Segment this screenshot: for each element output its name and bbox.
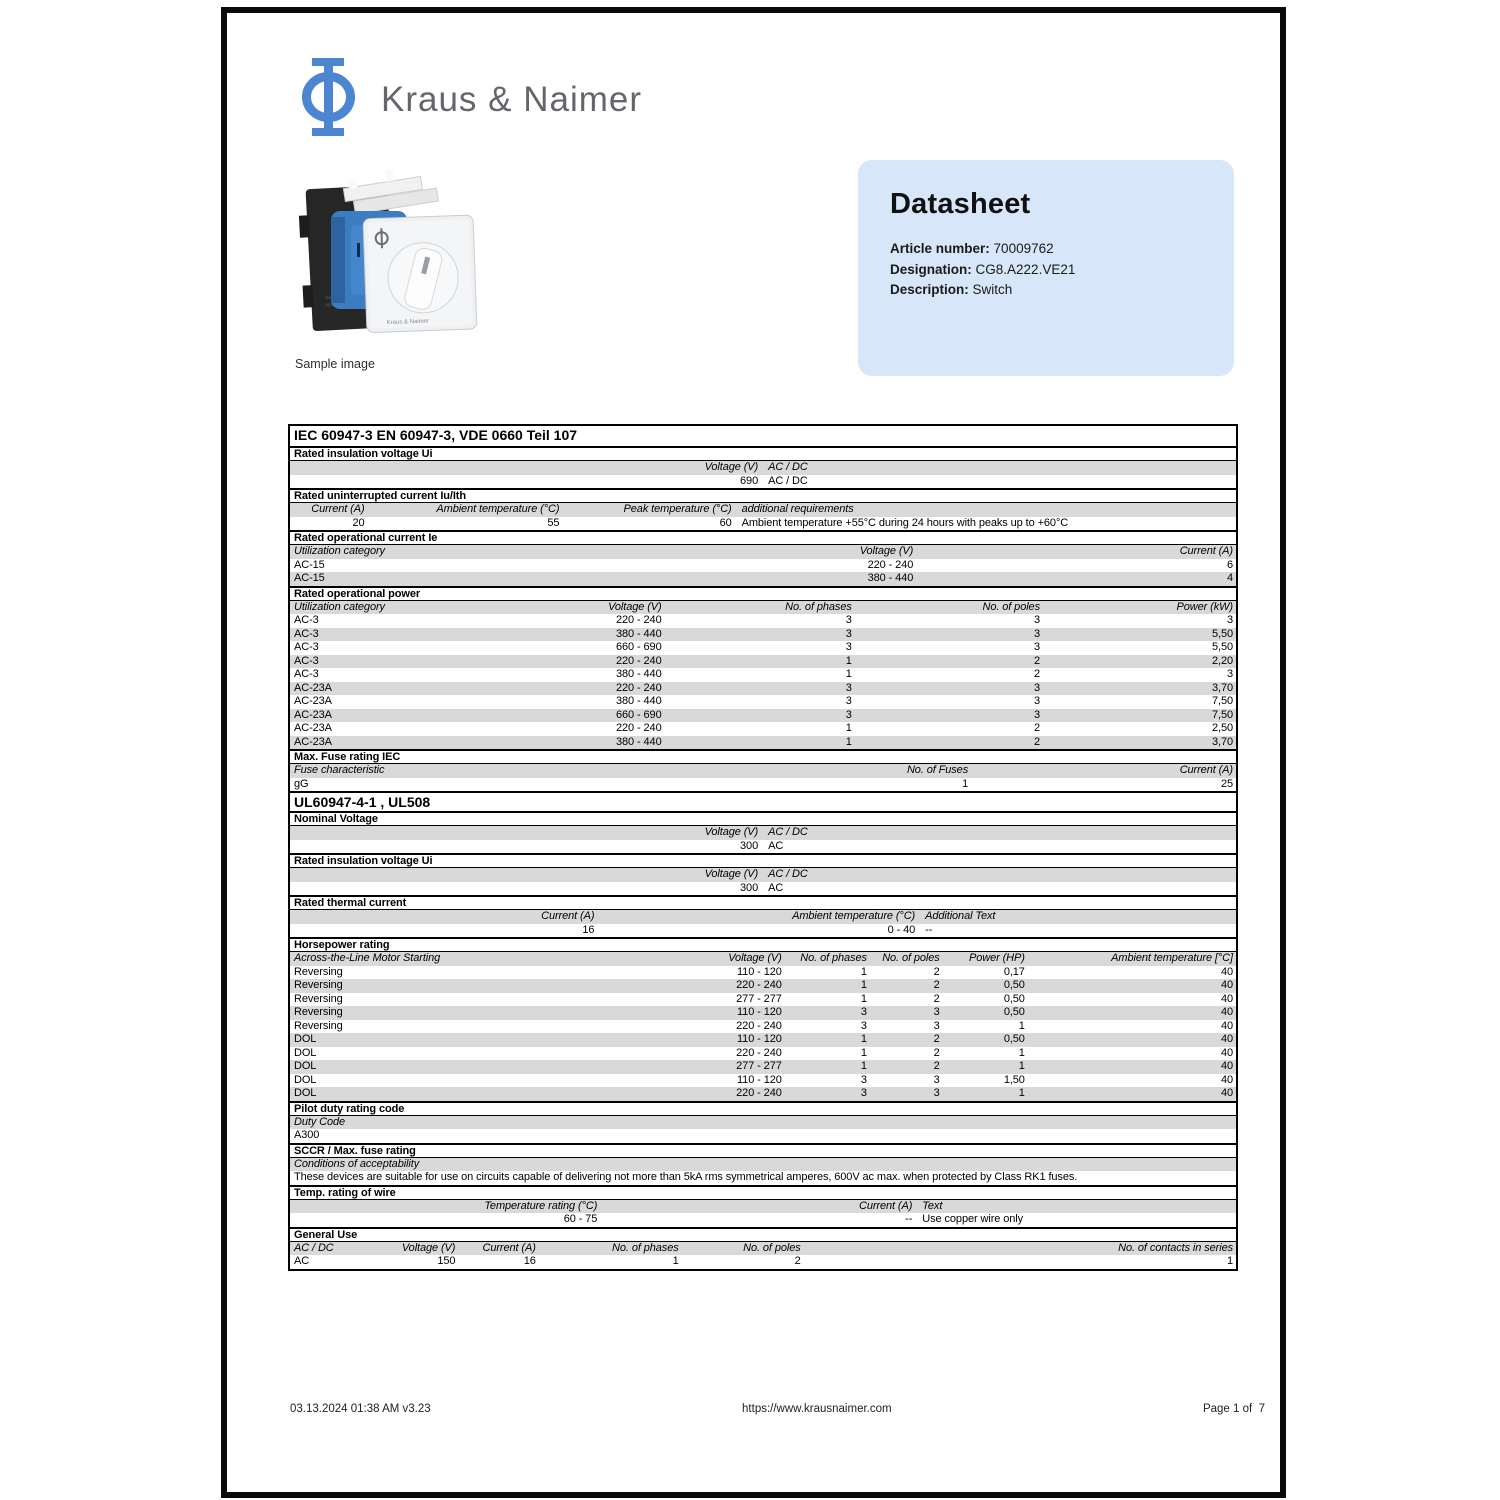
cell: No. of Fuses (906, 764, 969, 776)
cell: AC / DC (768, 461, 808, 473)
column-header-row (290, 461, 1236, 475)
cell: 220 - 240 (616, 681, 662, 694)
cell: 380 - 440 (616, 627, 662, 640)
cell: 3 (860, 1019, 867, 1032)
cell: 3 (1033, 708, 1040, 721)
cell: 2 (933, 979, 940, 991)
cell: 220 - 240 (616, 722, 662, 734)
cell: 4 (1226, 572, 1233, 584)
brand-header (297, 58, 642, 141)
table-row (290, 1047, 1236, 1061)
cell: 3 (845, 708, 852, 721)
document-page (221, 7, 1286, 1498)
cell: 5,50 (1211, 627, 1233, 640)
table-row (290, 628, 1236, 642)
cell: 0,50 (1003, 992, 1025, 1005)
cell: AC (768, 839, 784, 852)
cell: 3 (1033, 614, 1040, 626)
cell: 1 (860, 1033, 867, 1045)
designation-label: Designation: (890, 261, 972, 277)
cell: 0,50 (1003, 979, 1025, 991)
table-row (290, 682, 1236, 696)
cell: These devices are suitable for use on circuits capable of delivering not more than 5kA rms symmetrical amperes, 600V ac max. when protected by Class RK1 fuses. (294, 1171, 1078, 1183)
cell: A300 (294, 1129, 320, 1141)
cell: 2 (1033, 735, 1040, 748)
cell: No. of phases (785, 600, 852, 613)
cell: -- (925, 923, 933, 936)
cell: AC-23A (294, 708, 332, 721)
cell: Use copper wire only (922, 1213, 1024, 1225)
cell: Conditions of acceptability (294, 1157, 420, 1170)
cell: 2 (933, 965, 940, 978)
cell: 40 (1220, 1006, 1233, 1018)
cell: 1 (1018, 1019, 1025, 1032)
cell: 1 (845, 654, 852, 667)
table-row (290, 1033, 1236, 1047)
cell: Text (922, 1199, 943, 1212)
table-row (290, 882, 1236, 896)
cell: Across-the-Line Motor Starting (294, 952, 441, 964)
table-row (290, 1087, 1236, 1101)
cell: Voltage (V) (704, 868, 759, 880)
kraus-naimer-phi-logo-icon (297, 58, 359, 141)
cell: 3 (845, 641, 852, 653)
table-row (290, 1171, 1236, 1185)
article-number-label: Article number: (890, 241, 990, 256)
cell: 40 (1220, 979, 1233, 991)
table-row (290, 1074, 1236, 1088)
cell: Peak temperature (°C) (623, 503, 732, 515)
cell: 1 (1226, 1255, 1233, 1267)
cell: No. of poles (882, 952, 940, 964)
article-number-value: 70009762 (993, 241, 1054, 256)
description-field (890, 280, 1202, 301)
cell: Voltage (V) (608, 600, 662, 613)
table-row (290, 993, 1236, 1007)
cell: 3,70 (1211, 681, 1233, 694)
cell: 3 (860, 1006, 867, 1018)
cell: 220 - 240 (736, 979, 782, 991)
cell: 3,70 (1211, 735, 1233, 748)
cell: Ambient temperature +55°C during 24 hours with peaks up to +60°C (741, 516, 1069, 529)
article-number-field (890, 239, 1202, 260)
cell: 380 - 440 (867, 572, 914, 584)
table-row (290, 1129, 1236, 1143)
cell: 3 (845, 627, 852, 640)
cell: 3 (845, 695, 852, 707)
cell: 220 - 240 (616, 614, 662, 626)
cell: 40 (1220, 1019, 1233, 1032)
cell: No. of contacts in series (1118, 1241, 1233, 1254)
cell: Duty Code (294, 1115, 346, 1128)
cell: Reversing (294, 979, 343, 991)
cell: Current (A) (311, 503, 365, 515)
cell: 2 (933, 1060, 940, 1072)
cell: 16 (582, 923, 595, 936)
cell: 40 (1220, 1073, 1233, 1086)
cell: 1 (860, 979, 867, 991)
column-header-row (290, 545, 1236, 559)
section-header: SCCR / Max. fuse rating (290, 1143, 1236, 1158)
cell: 380 - 440 (616, 735, 662, 748)
cell: 2,50 (1211, 722, 1233, 734)
section-header: Max. Fuse rating IEC (290, 749, 1236, 764)
cell: 110 - 120 (736, 965, 782, 978)
table-row (290, 736, 1236, 750)
column-header-row (290, 868, 1236, 882)
cell: DOL (294, 1046, 317, 1059)
footer-url: https://www.krausnaimer.com (742, 1403, 892, 1415)
cell: AC-15 (294, 572, 325, 584)
table-row (290, 1213, 1236, 1227)
cell: 1 (860, 1060, 867, 1072)
footer-page-number: Page 1 of 7 (1202, 1403, 1265, 1415)
cell: Voltage (V) (401, 1241, 456, 1254)
cell: 7,50 (1211, 695, 1233, 707)
cell: 40 (1220, 1087, 1233, 1099)
cell: Voltage (V) (728, 952, 782, 964)
cell: Temperature rating (°C) (484, 1199, 598, 1212)
table-row (290, 559, 1236, 573)
cell: 0,50 (1003, 1006, 1025, 1018)
cell: AC (294, 1255, 310, 1267)
cell: Ambient temperature (°C) (792, 910, 916, 922)
cell: 40 (1220, 992, 1233, 1005)
cell: 3 (1226, 614, 1233, 626)
cell: AC-3 (294, 641, 319, 653)
cell: 40 (1220, 965, 1233, 978)
cell: AC-3 (294, 654, 319, 667)
cell: Reversing (294, 965, 343, 978)
cell: AC / DC (768, 474, 808, 487)
cell: Voltage (V) (859, 545, 914, 557)
table-row (290, 924, 1236, 938)
cell: Ambient temperature (°C) (436, 503, 560, 515)
column-header-row (290, 503, 1236, 517)
cell: 220 - 240 (867, 558, 914, 571)
table-row (290, 614, 1236, 628)
cell: 380 - 440 (616, 695, 662, 707)
section-header: Temp. rating of wire (290, 1185, 1236, 1200)
cell: No. of phases (612, 1241, 679, 1254)
cell: 7,50 (1211, 708, 1233, 721)
cell: 0,17 (1003, 965, 1025, 978)
cell: AC-3 (294, 627, 319, 640)
table-row (290, 695, 1236, 709)
cell: additional requirements (741, 503, 854, 515)
cell: 1 (672, 1255, 679, 1267)
table-row (290, 1006, 1236, 1020)
section-header: Rated insulation voltage Ui (290, 853, 1236, 868)
cell: AC-3 (294, 614, 319, 626)
description-value: Switch (972, 282, 1013, 297)
cell: 220 - 240 (736, 1019, 782, 1032)
designation-field (890, 260, 1202, 281)
cell: AC / DC (294, 1241, 334, 1254)
column-header-row (290, 952, 1236, 966)
cell: 1 (845, 735, 852, 748)
section-header: Rated operational power (290, 586, 1236, 601)
cell: Voltage (V) (704, 826, 759, 838)
cell: Voltage (V) (704, 461, 759, 473)
cell: 277 - 277 (736, 1060, 782, 1072)
table-group-title: IEC 60947-3 EN 60947-3, VDE 0660 Teil 107 (294, 427, 578, 443)
footer-date-version: 03.13.2024 01:38 AM v3.23 (290, 1403, 431, 1415)
table-row (290, 668, 1236, 682)
cell: AC-15 (294, 558, 325, 571)
cell: 3 (933, 1019, 940, 1032)
cell: 1 (845, 722, 852, 734)
cell: 3 (845, 614, 852, 626)
cell: 220 - 240 (736, 1087, 782, 1099)
cell: AC / DC (768, 826, 808, 838)
designation-value: CG8.A222.VE21 (975, 261, 1076, 277)
svg-text:Kraus & Naimer: Kraus & Naimer (386, 318, 430, 327)
cell: 3 (1033, 627, 1040, 640)
cell: 150 (437, 1255, 456, 1267)
cell: 1 (860, 992, 867, 1005)
cell: 1,50 (1003, 1073, 1025, 1086)
spec-table (288, 424, 1238, 1271)
column-header-row (290, 910, 1236, 924)
cell: Reversing (294, 992, 343, 1005)
cell: 3 (1033, 681, 1040, 694)
cell: Current (A) (1179, 764, 1233, 776)
table-row (290, 572, 1236, 586)
table-row (290, 1020, 1236, 1034)
cell: 3 (1033, 695, 1040, 707)
cell: 1 (1018, 1046, 1025, 1059)
section-header: Rated insulation voltage Ui (290, 446, 1236, 461)
cell: DOL (294, 1073, 317, 1086)
cell: 300 (740, 839, 759, 852)
page-footer (290, 1403, 1265, 1415)
cell: 3 (933, 1006, 940, 1018)
cell: 40 (1220, 1060, 1233, 1072)
cell: 3 (860, 1087, 867, 1099)
cell: AC / DC (768, 868, 808, 880)
cell: 2 (933, 992, 940, 1005)
cell: DOL (294, 1033, 317, 1045)
section-header: Horsepower rating (290, 937, 1236, 952)
cell: Reversing (294, 1006, 343, 1018)
table-row (290, 979, 1236, 993)
table-row (290, 966, 1236, 980)
cell: Reversing (294, 1019, 343, 1032)
section-header: Rated operational current Ie (290, 530, 1236, 545)
cell: No. of poles (982, 600, 1040, 613)
cell: Utilization category (294, 545, 385, 557)
cell: 6 (1226, 558, 1233, 571)
table-row (290, 1060, 1236, 1074)
cell: 380 - 440 (616, 668, 662, 680)
table-group-title: UL60947-4-1 , UL508 (290, 791, 1236, 811)
cell: Current (A) (541, 910, 595, 922)
cell: 1 (845, 668, 852, 680)
cell: 220 - 240 (736, 1046, 782, 1059)
cell: 2 (794, 1255, 801, 1267)
cell: 2,20 (1211, 654, 1233, 667)
column-header-row (290, 1158, 1236, 1172)
column-header-row (290, 826, 1236, 840)
cell: 3 (845, 681, 852, 694)
cell: DOL (294, 1060, 317, 1072)
column-header-row (290, 764, 1236, 778)
cell: No. of phases (800, 952, 867, 964)
cell: 220 - 240 (616, 654, 662, 667)
cell: 1 (860, 1046, 867, 1059)
section-header: Rated uninterrupted current Iu/Ith (290, 488, 1236, 503)
cell: 1 (860, 965, 867, 978)
column-header-row (290, 1242, 1236, 1256)
cell: 2 (1033, 654, 1040, 667)
cell: Additional Text (925, 910, 996, 922)
cell: 3 (1226, 668, 1233, 680)
cell: 110 - 120 (736, 1033, 782, 1045)
cell: Power (kW) (1176, 600, 1233, 613)
cell: 60 - 75 (563, 1213, 598, 1225)
datasheet-card (858, 160, 1234, 376)
cell: 110 - 120 (736, 1006, 782, 1018)
section-header: Rated thermal current (290, 895, 1236, 910)
cell: 660 - 690 (616, 708, 662, 721)
cell: AC-23A (294, 735, 332, 748)
column-header-row (290, 601, 1236, 615)
cell: 2 (1033, 668, 1040, 680)
cell: Current (A) (858, 1199, 913, 1212)
cell: 690 (740, 474, 759, 487)
column-header-row (290, 1200, 1236, 1214)
table-row (290, 709, 1236, 723)
cell: AC-23A (294, 722, 332, 734)
cell: 277 - 277 (736, 992, 782, 1005)
cell: 40 (1220, 1046, 1233, 1059)
cell: 3 (1033, 641, 1040, 653)
cell: AC (768, 881, 784, 894)
table-row (290, 1255, 1236, 1269)
brand-name: Kraus & Naimer (381, 79, 643, 119)
cell: 55 (547, 516, 560, 529)
cell: 3 (933, 1087, 940, 1099)
cell: Ambient temperature [°C] (1111, 952, 1233, 964)
cell: 16 (523, 1255, 536, 1267)
cell: 660 - 690 (616, 641, 662, 653)
cell: Power (HP) (968, 952, 1025, 964)
cell: 300 (740, 881, 759, 894)
table-row (290, 517, 1236, 531)
table-row (290, 641, 1236, 655)
cell: 5,50 (1211, 641, 1233, 653)
section-header: General Use (290, 1227, 1236, 1242)
product-image (293, 165, 493, 355)
table-row (290, 840, 1236, 854)
table-row (290, 722, 1236, 736)
cell: 40 (1220, 1033, 1233, 1045)
cell: 2 (933, 1033, 940, 1045)
cell: 1 (1018, 1087, 1025, 1099)
cell: 1 (962, 777, 969, 790)
cell: No. of poles (743, 1241, 801, 1254)
cell: Utilization category (294, 600, 385, 613)
section-header: Nominal Voltage (290, 811, 1236, 826)
cell: 0,50 (1003, 1033, 1025, 1045)
table-row (290, 475, 1236, 489)
cell: 2 (933, 1046, 940, 1059)
cell: Current (A) (1179, 545, 1233, 557)
cell: gG (294, 777, 309, 790)
cell: 110 - 120 (736, 1073, 782, 1086)
cell: AC-3 (294, 668, 319, 680)
cell: 20 (352, 516, 365, 529)
cell: 25 (1220, 777, 1233, 790)
cell: DOL (294, 1087, 317, 1099)
cell: Current (A) (482, 1241, 536, 1254)
cell: 60 (719, 516, 732, 529)
table-row (290, 655, 1236, 669)
section-header: Pilot duty rating code (290, 1101, 1236, 1116)
sample-image-label: Sample image (295, 357, 375, 371)
cell: 2 (1033, 722, 1040, 734)
description-label: Description: (890, 282, 969, 297)
cell: 3 (933, 1073, 940, 1086)
cell: 1 (1018, 1060, 1025, 1072)
cell: 3 (860, 1073, 867, 1086)
table-row (290, 778, 1236, 792)
cell: Fuse characteristic (294, 764, 385, 776)
cell: AC-23A (294, 681, 332, 694)
column-header-row (290, 1116, 1236, 1130)
cell: AC-23A (294, 695, 332, 707)
cell: -- (905, 1213, 913, 1225)
card-title: Datasheet (890, 188, 1031, 220)
cell: 0 - 40 (887, 923, 916, 936)
